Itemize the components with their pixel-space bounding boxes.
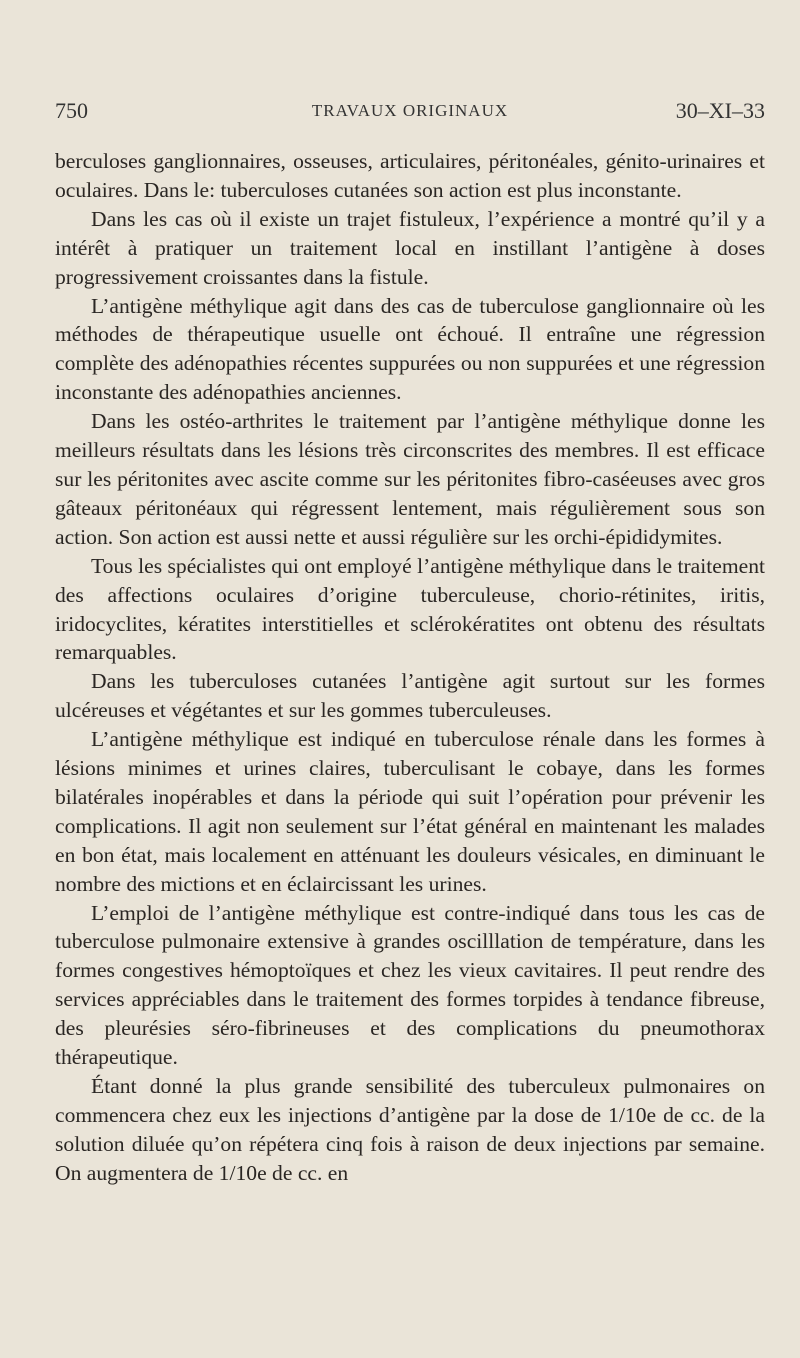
issue-date: 30–XI–33 — [675, 98, 765, 123]
page-header — [55, 98, 765, 128]
paragraph: Tous les spécialistes qui ont employé l’antigène méthylique dans le traitement des affections oculaires d’origine tuberculeuse, chorio-rétinites, iritis, iridocyclites, kératites interstitielles et sclérokératites ont obtenu des résultats remarquables. — [55, 553, 765, 665]
page-number: 750 — [55, 98, 88, 123]
paragraph: Dans les cas où il existe un trajet fistuleux, l’expérience a montré qu’il y a intérêt à pratiquer un traitement local en instillant l’antigène à doses progressivement croissantes dans la fistule. — [55, 206, 765, 289]
paragraph: L’emploi de l’antigène méthylique est contre-indiqué dans tous les cas de tuberculose pulmonaire extensive à grandes oscilllation de température, dans les formes congestives hémoptoïques et chez les vieux cavitaires. Il peut rendre des services appréciables dans le traitement des formes torpides à tendance fibreuse, des pleurésies séro-fibrineuses et des complications du pneumothorax thérapeutique. — [55, 900, 765, 1070]
paragraph: Dans les ostéo-arthrites le traitement par l’antigène méthylique donne les meilleurs résultats dans les lésions très circonscrites des membres. Il est efficace sur les péritonites avec ascite comme sur les péritonites fibro-caséeuses avec gros gâteaux péritonéaux qui régressent lentement, mais régulièrement sous son action. Son action est aussi nette et aussi régulière sur les orchi-épididymites. — [55, 409, 765, 549]
running-head: TRAVAUX ORIGINAUX — [311, 101, 509, 120]
paragraph: Dans les tuberculoses cutanées l’antigène agit surtout sur les formes ulcéreuses et végétantes et sur les gommes tuberculeuses. — [55, 669, 765, 723]
paragraph: L’antigène méthylique agit dans des cas de tuberculose ganglionnaire où les méthodes de thérapeutique usuelle ont échoué. Il entraîne une régression complète des adénopathies récentes suppurées ou non suppurées et une régression inconstante des adénopathies anciennes. — [55, 293, 765, 405]
paragraph: berculoses ganglionnaires, osseuses, articulaires, péritonéales, génito-urinaires et oculaires. Dans le: tuberculoses cutanées son action est plus inconstante. — [55, 149, 765, 202]
paragraph: Étant donné la plus grande sensibilité des tuberculeux pulmonaires on commencera chez eux les injections d’antigène par la dose de 1/10e de cc. de la solution diluée qu’on répétera cinq fois à raison de deux injections par semaine. On augmentera de 1/10e de cc. en — [55, 1074, 765, 1185]
paragraph: L’antigène méthylique est indiqué en tuberculose rénale dans les formes à lésions minimes et urines claires, tuberculisant le cobaye, dans les formes bilatérales inopérables et dans la période qui suit l’opération pour prévenir les complications. Il agit non seulement sur l’état général en maintenant les malades en bon état, mais localement en atténuant les douleurs vésicales, en diminuant le nombre des mictions et en éclaircissant les urines. — [55, 727, 765, 896]
body-text — [55, 147, 765, 1188]
